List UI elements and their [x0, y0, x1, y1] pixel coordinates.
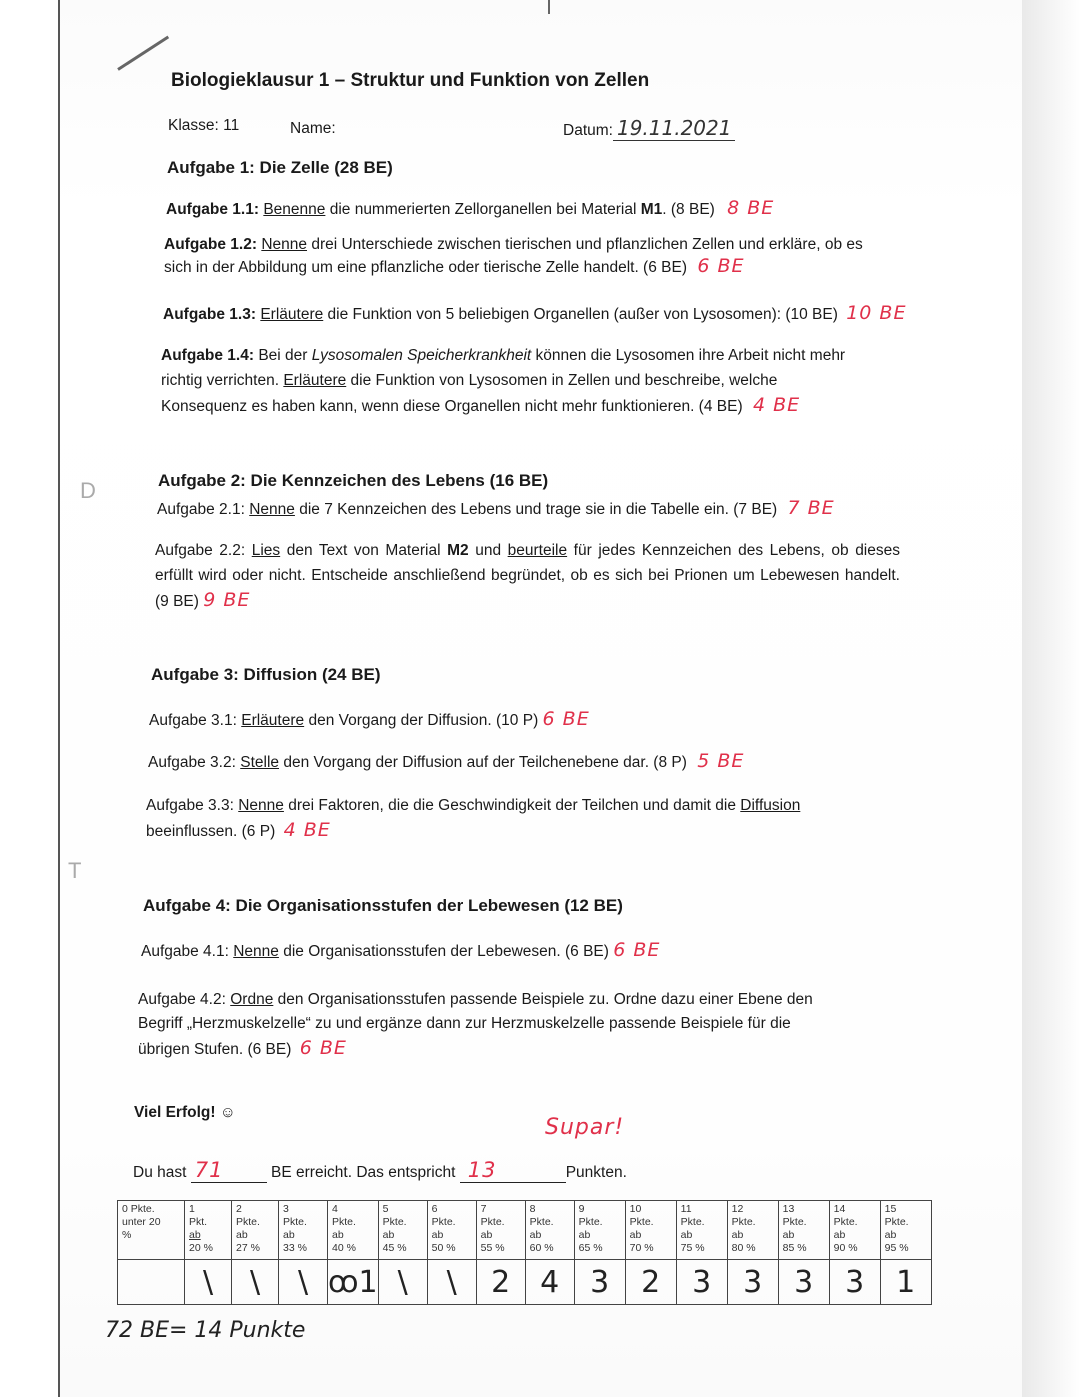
grade-mark: 7 BE [787, 497, 835, 519]
grade-header-3: 3 Pkte. ab 33 % [279, 1201, 328, 1260]
grade-scale-table [117, 1200, 932, 1305]
klasse-label: Klasse: 11 [168, 117, 240, 134]
tally-cell: 2 [476, 1260, 525, 1305]
grade-mark: 5 BE [697, 750, 745, 772]
grade-header-5: 5 Pkte. ab 45 % [378, 1201, 427, 1260]
tally-cell: 4 [525, 1260, 574, 1305]
grade-header-8: 8 Pkte. ab 60 % [525, 1201, 574, 1260]
grade-header-15: 15 Pkte. ab 95 % [880, 1201, 931, 1260]
task-4-1: Aufgabe 4.1: Nenne die Organisationsstufen der Lebewesen. (6 BE) 6 BE [141, 939, 661, 961]
grade-header-7: 7 Pkte. ab 55 % [476, 1201, 525, 1260]
grade-mark: 6 BE [697, 255, 745, 277]
grade-mark: 6 BE [299, 1037, 347, 1059]
tally-cell: \ [427, 1260, 476, 1305]
task-3-heading: Aufgabe 3: Diffusion (24 BE) [151, 665, 381, 684]
task-1-1: Aufgabe 1.1: Benenne die nummerierten Zellorganellen bei Material M1. (8 BE) 8 BE [166, 197, 775, 219]
task-1-heading: Aufgabe 1: Die Zelle (28 BE) [167, 158, 393, 177]
task-1-4: Aufgabe 1.4: Bei der Lysosomalen Speicherkrankheit können die Lysosomen ihre Arbeit nicht mehr richtig verrichten. Erläutere die Funktion von Lysosomen in Zellen und beschreibe, welche Konsequenz es haben kann, wenn diese Organellen nicht mehr funktionieren. (4 BE) 4 BE [161, 347, 846, 416]
datum-label: Datum: [563, 122, 613, 139]
task-3-1: Aufgabe 3.1: Erläutere den Vorgang der Diffusion. (10 P) 6 BE [149, 708, 590, 730]
exam-title: Biologieklausur 1 – Struktur und Funktion von Zellen [171, 70, 650, 91]
margin-mark-t: T [68, 858, 82, 883]
grade-header-4: 4 Pkte. ab 40 % [328, 1201, 379, 1260]
tally-cell [118, 1260, 185, 1305]
fold-mark [548, 0, 550, 14]
grade-header-1: 1 Pkt. ab 20 % [185, 1201, 232, 1260]
margin-mark-d: D [80, 478, 96, 503]
grade-header-13: 13 Pkte. ab 85 % [778, 1201, 829, 1260]
task-2-2: Aufgabe 2.2: Lies den Text von Material M2 und beurteile für jedes Kennzeichen des Lebens, ob dieses erfüllt wird oder nicht. Entscheide anschließend begründet, ob es sich bei Prionen um Lebewesen handelt. (9 BE) 9 BE [155, 542, 900, 611]
teacher-comment: Supar! [545, 1115, 625, 1140]
tally-cell: ꝏ1 [328, 1260, 379, 1305]
tally-cell: 2 [625, 1260, 676, 1305]
grade-header-14: 14 Pkte. ab 90 % [829, 1201, 880, 1260]
datum-value: 19.11.2021 [613, 116, 736, 141]
good-luck-text: Viel Erfolg! ☺ [134, 1104, 236, 1121]
task-1-3: Aufgabe 1.3: Erläutere die Funktion von 5 beliebigen Organellen (außer von Lysosomen): (10 BE) 10 BE [163, 302, 907, 324]
grade-mark: 4 BE [752, 394, 801, 416]
task-3-3: Aufgabe 3.3: Nenne drei Faktoren, die die Geschwindigkeit der Teilchen und damit die Diffusion beeinflussen. (6 P) 4 BE [146, 797, 801, 841]
result-line: Du hast 71 BE erreicht. Das entspricht 13 Punkten. [133, 1158, 627, 1182]
tally-cell: 3 [574, 1260, 625, 1305]
be-score: 71 [191, 1158, 267, 1183]
task-2-1: Aufgabe 2.1: Nenne die 7 Kennzeichen des Lebens und trage sie in die Tabelle ein. (7 BE) 7 BE [157, 497, 835, 519]
grade-header-10: 10 Pkte. ab 70 % [625, 1201, 676, 1260]
grade-header-2: 2 Pkte. ab 27 % [232, 1201, 279, 1260]
grade-mark: 9 BE [203, 589, 251, 611]
grade-tally-row [118, 1260, 932, 1305]
grade-mark: 10 BE [846, 302, 907, 324]
tally-cell: \ [185, 1260, 232, 1305]
name-label: Name: [290, 120, 336, 137]
grade-mark: 8 BE [727, 197, 775, 219]
grade-header-12: 12 Pkte. ab 80 % [727, 1201, 778, 1260]
operator-verb: Benenne [263, 201, 326, 218]
grade-mark: 6 BE [613, 939, 661, 961]
task-4-heading: Aufgabe 4: Die Organisationsstufen der Lebewesen (12 BE) [143, 896, 623, 915]
tally-cell: 3 [727, 1260, 778, 1305]
correction-note: 72 BE= 14 Punkte [105, 1318, 306, 1343]
tally-cell: \ [232, 1260, 279, 1305]
grade-mark: 4 BE [283, 819, 331, 841]
tally-cell: 3 [778, 1260, 829, 1305]
points-score: 13 [460, 1158, 566, 1183]
grade-header-6: 6 Pkte. ab 50 % [427, 1201, 476, 1260]
grade-header-row [118, 1201, 932, 1260]
grade-header-9: 9 Pkte. ab 65 % [574, 1201, 625, 1260]
grade-header-11: 11 Pkte. ab 75 % [676, 1201, 727, 1260]
task-3-2: Aufgabe 3.2: Stelle den Vorgang der Diffusion auf der Teilchenebene dar. (8 P) 5 BE [148, 750, 745, 772]
page-shadow [1022, 0, 1080, 1397]
task-1-2: Aufgabe 1.2: Nenne drei Unterschiede zwischen tierischen und pflanzlichen Zellen und erkläre, ob es sich in der Abbildung um eine pflanzliche oder tierische Zelle handelt. (6 BE) 6 BE [164, 236, 863, 277]
tally-cell: \ [378, 1260, 427, 1305]
task-4-2: Aufgabe 4.2: Ordne den Organisationsstufen passende Beispiele zu. Ordne dazu einer Ebene den Begriff „Herzmuskelzelle“ zu und ergänze dann zur Herzmuskelzelle passende Beispiele für die übrigen Stufen. (6 BE) 6 BE [138, 991, 813, 1059]
tally-cell: 3 [829, 1260, 880, 1305]
grade-header-0: 0 Pkte. unter 20 % [118, 1201, 185, 1260]
datum-field [563, 116, 735, 141]
tally-cell: \ [279, 1260, 328, 1305]
tally-cell: 1 [880, 1260, 931, 1305]
tally-cell: 3 [676, 1260, 727, 1305]
task-2-heading: Aufgabe 2: Die Kennzeichen des Lebens (16 BE) [158, 471, 549, 490]
grade-mark: 6 BE [542, 708, 590, 730]
